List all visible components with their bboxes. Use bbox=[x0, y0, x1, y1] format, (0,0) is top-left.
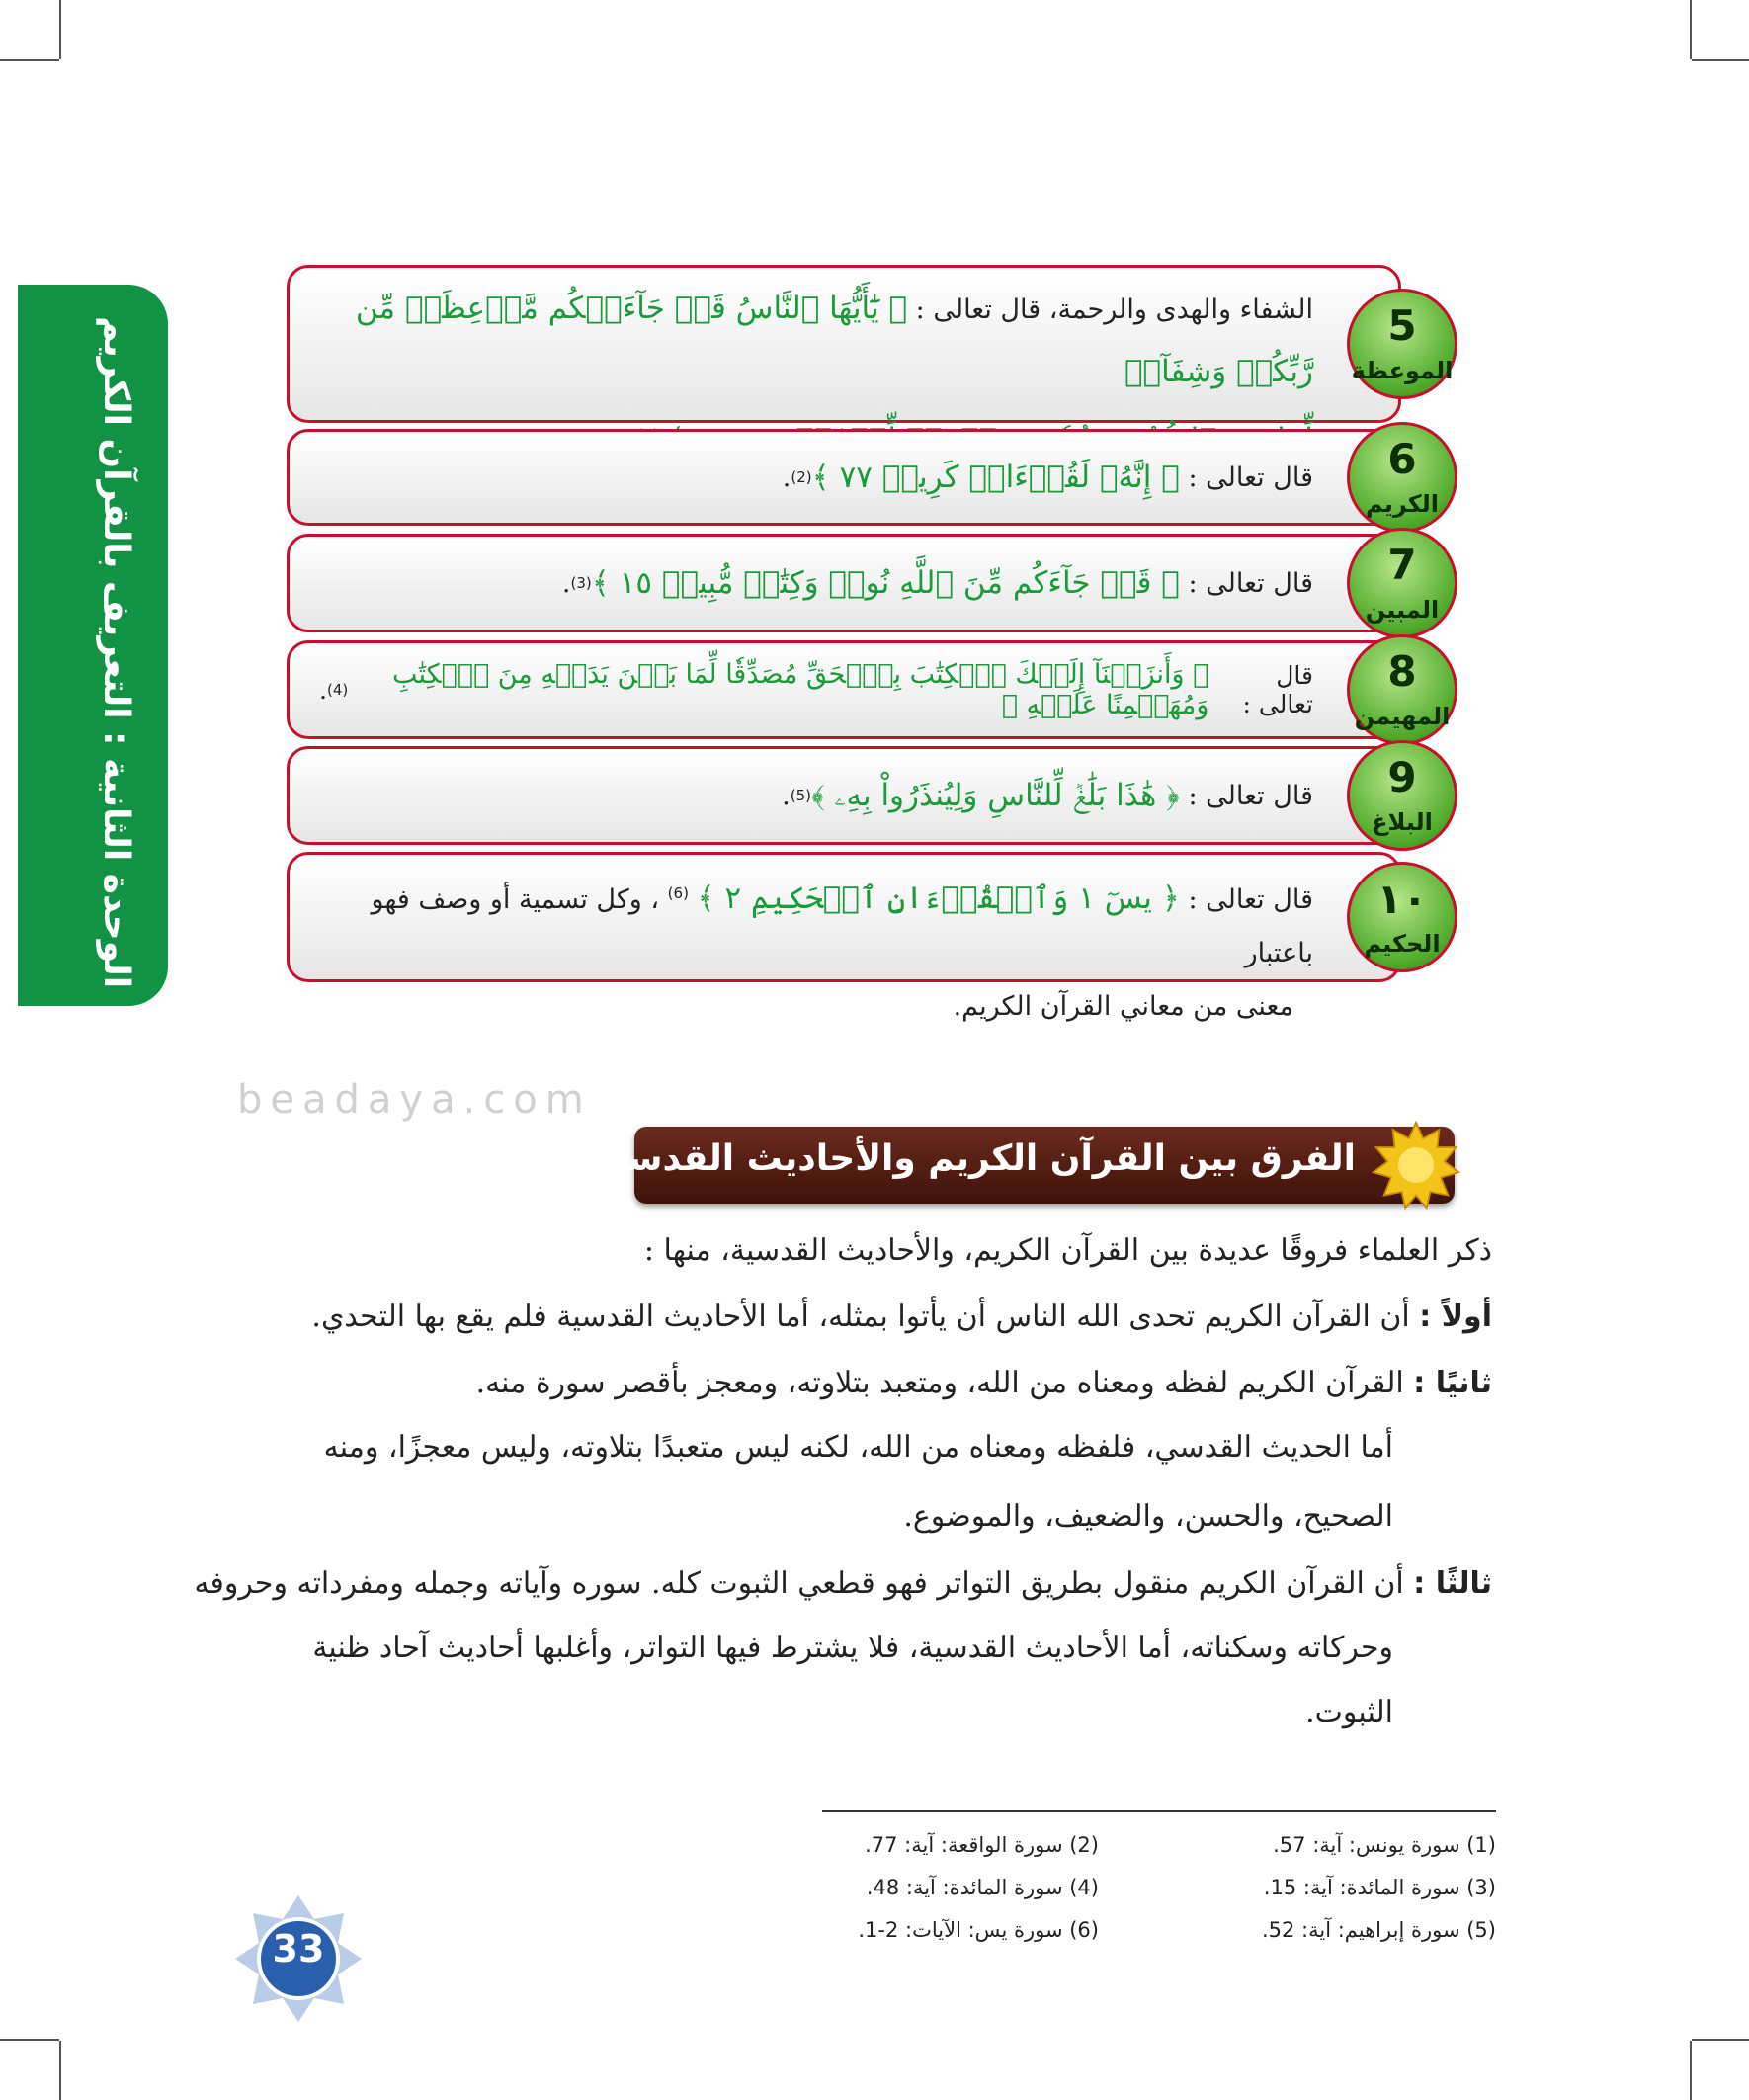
badge-number: 5 bbox=[1387, 301, 1417, 350]
footnote-ref: (3) bbox=[570, 574, 592, 592]
name-badge bbox=[1347, 289, 1458, 399]
badge-name: البلاغ bbox=[1372, 808, 1433, 836]
name-row-5 bbox=[287, 265, 1454, 423]
crop-mark bbox=[59, 2041, 61, 2100]
point-2 bbox=[476, 1366, 1492, 1400]
point-label: ثانيًا : bbox=[1413, 1366, 1492, 1400]
crop-mark bbox=[1690, 2041, 1692, 2100]
section-title: الفرق بين القرآن الكريم والأحاديث القدسية bbox=[591, 1138, 1356, 1179]
point-3-line-3: الثبوت. bbox=[1305, 1695, 1393, 1729]
badge-name: الحكيم bbox=[1364, 930, 1441, 958]
point-text: القرآن الكريم لفظه ومعناه من الله، ومتعبد بتلاوته، ومعجز بأقصر سورة منه. bbox=[475, 1366, 1404, 1400]
star-burst-icon bbox=[1372, 1121, 1460, 1210]
crop-mark bbox=[0, 59, 59, 61]
name-row-7 bbox=[287, 534, 1440, 632]
footnote: (2) سورة الواقعة: آية: 77. bbox=[865, 1833, 1099, 1857]
row-prefix: قال تعالى : bbox=[1188, 884, 1313, 915]
footnote-divider bbox=[822, 1810, 1496, 1812]
row-suffix: ، وكل تسمية أو وصف فهو باعتبار bbox=[371, 884, 1313, 968]
verse-text: ﴿ إِنَّهُۥ لَقُرۡءَانٞ كَرِيمٞ ٧٧ ﴾ bbox=[811, 460, 1180, 495]
footnote-ref: (5) bbox=[790, 787, 811, 804]
row-text bbox=[319, 749, 1313, 842]
point-3 bbox=[194, 1566, 1492, 1601]
badge-number: 7 bbox=[1387, 541, 1417, 589]
verse-text: ﴿ هَٰذَا بَلَٰغٞ لِّلنَّاسِ وَلِيُنذَرُواْ بِهِۦ ﴾ bbox=[810, 777, 1180, 813]
name-row-10 bbox=[287, 852, 1441, 1022]
footnote: (3) سورة المائدة: آية: 15. bbox=[1263, 1876, 1496, 1899]
unit-title: الوحدة الثانية : التعريف بالقرآن الكريم bbox=[96, 315, 136, 988]
point-1 bbox=[311, 1300, 1492, 1334]
point-text: أن القرآن الكريم تحدى الله الناس أن يأتوا بمثله، أما الأحاديث القدسية فلم يقع بها التحدي. bbox=[311, 1300, 1410, 1334]
point-label: ثالثًا : bbox=[1413, 1566, 1492, 1601]
crop-mark bbox=[0, 2039, 59, 2041]
point-3-line-2: وحركاته وسكناته، أما الأحاديث القدسية، فلا يشترط فيها التواتر، وأغلبها أحاديث آحاد ظنية bbox=[312, 1631, 1393, 1665]
crop-mark bbox=[59, 0, 61, 59]
row-end: . bbox=[782, 780, 791, 811]
row-text bbox=[319, 855, 1313, 1022]
footnote-ref: (6) bbox=[667, 884, 689, 902]
footnote-ref: (2) bbox=[791, 468, 812, 486]
row-text bbox=[319, 537, 1313, 630]
name-row-8 bbox=[287, 640, 1451, 739]
badge-name: الكريم bbox=[1366, 490, 1439, 518]
footnote-ref: (4) bbox=[326, 681, 349, 699]
footnote: (1) سورة يونس: آية: 57. bbox=[1273, 1833, 1496, 1857]
verse-text: ﴿ يَٰٓأَيُّهَا ٱلنَّاسُ قَدۡ جَآءَتۡكُم مَّوۡعِظَةٞ مِّن رَّبِّكُمۡ وَشِفَآءٞ bbox=[355, 291, 1313, 389]
verse-text: ﴿ قَدۡ جَآءَكُم مِّنَ ٱللَّهِ نُورٞ وَكِتَٰبٞ مُّبِينٞ ١٥ ﴾ bbox=[591, 565, 1180, 601]
intro-paragraph: ذكر العلماء فروقًا عديدة بين القرآن الكريم، والأحاديث القدسية، منها : bbox=[643, 1233, 1492, 1268]
row-line2: معنى من معاني القرآن الكريم. bbox=[953, 991, 1293, 1022]
row-end: . bbox=[561, 567, 571, 599]
badge-number: 8 bbox=[1387, 647, 1417, 696]
name-badge bbox=[1347, 862, 1458, 972]
point-text: أن القرآن الكريم منقول بطريق التواتر فهو قطعي الثبوت كله. سوره وآياته وجمله ومفرداته وحروفه bbox=[194, 1566, 1404, 1601]
crop-mark bbox=[1692, 2039, 1749, 2041]
crop-mark bbox=[1690, 0, 1692, 59]
footnote: (6) سورة يس: الآيات: 2-1. bbox=[858, 1918, 1099, 1942]
row-prefix: قال تعالى : bbox=[1188, 567, 1313, 599]
row-text bbox=[319, 268, 1313, 420]
name-badge bbox=[1347, 634, 1458, 745]
name-row-9 bbox=[287, 746, 1433, 845]
crop-mark bbox=[1692, 59, 1749, 61]
verse-text: ﴿ وَأَنزَلۡنَآ إِلَيۡكَ ٱلۡكِتَٰبَ بِٱلۡحَقِّ مُصَدِّقٗا لِّمَا بَيۡنَ يَدَيۡهِ مِنَ ٱلۡكِتَٰبِ وَمُهَيۡمِنًا عَلَيۡهِ ﴾ bbox=[391, 659, 1209, 720]
point-label: أولاً : bbox=[1419, 1300, 1492, 1334]
row-end: . bbox=[782, 462, 791, 493]
name-row-6 bbox=[287, 429, 1439, 526]
row-prefix: قال تعالى : bbox=[1242, 661, 1313, 718]
page-number: 33 bbox=[272, 1927, 325, 1971]
name-badge bbox=[1347, 740, 1458, 851]
badge-name: المهيمن bbox=[1354, 703, 1451, 730]
row-text bbox=[319, 432, 1313, 523]
footnote: (5) سورة إبراهيم: آية: 52. bbox=[1261, 1918, 1496, 1942]
row-end: . bbox=[319, 675, 327, 705]
name-badge bbox=[1347, 422, 1458, 533]
point-2b-line-1: أما الحديث القدسي، فلفظه ومعناه من الله، لكنه ليس متعبدًا بتلاوته، وليس معجزًا، ومنه bbox=[323, 1430, 1393, 1465]
row-prefix: الشفاء والهدى والرحمة، قال تعالى : bbox=[915, 294, 1313, 325]
point-2b-line-2: الصحيح، والحسن، والضعيف، والموضوع. bbox=[903, 1499, 1393, 1534]
badge-number: ١٠ bbox=[1376, 875, 1428, 923]
badge-name: المبين bbox=[1365, 596, 1440, 624]
row-text bbox=[319, 643, 1313, 736]
watermark: beadaya.com bbox=[237, 1077, 592, 1123]
section-heading bbox=[591, 1127, 1455, 1204]
badge-number: 9 bbox=[1387, 753, 1417, 801]
verse-text: ﴿ يسٓ ١ وَٱلۡقُرۡءَانِ ٱلۡحَكِيمِ ٢ ﴾ bbox=[697, 881, 1180, 916]
badge-number: 6 bbox=[1387, 435, 1417, 483]
footnote: (4) سورة المائدة: آية: 48. bbox=[866, 1876, 1099, 1899]
badge-name: الموعظة bbox=[1351, 357, 1454, 384]
name-badge bbox=[1347, 528, 1458, 638]
row-prefix: قال تعالى : bbox=[1188, 780, 1313, 811]
row-prefix: قال تعالى : bbox=[1188, 462, 1313, 493]
